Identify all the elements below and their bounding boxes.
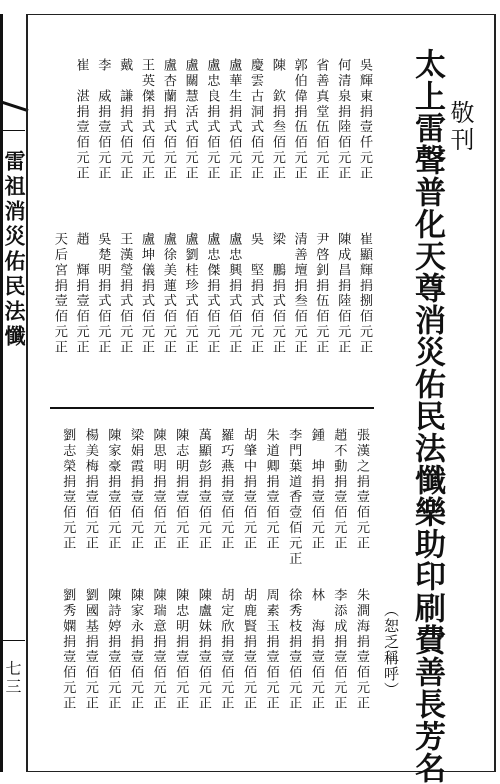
spine-rule-bottom [3, 640, 25, 641]
donor-entry: 吳 堅捐式佰元正 [248, 232, 263, 356]
donor-entry: 李 威捐壹佰元正 [95, 58, 111, 182]
title-note: （恕乏稱呼） [382, 602, 400, 698]
donor-entry: 陳詩婷捐壹佰元正 [105, 588, 121, 712]
spine-book-title: 雷祖消災佑民法懺 [2, 150, 27, 350]
donor-entry: 陳盧妹捐壹佰元正 [195, 588, 211, 712]
donor-entry: 盧坤儀捐式佰元正 [139, 232, 154, 356]
spine-edge-line [0, 14, 3, 772]
donor-entry: 趙 輝捐壹佰元正 [73, 232, 89, 356]
donor-entry: 劉國基捐壹佰元正 [82, 588, 98, 712]
donor-entry: 陳 欽捐叁佰元正 [269, 58, 285, 182]
donor-entry: 陳思明捐壹佰元正 [150, 428, 166, 552]
donor-entry: 崔 湛捐壹佰元正 [73, 58, 89, 182]
donor-entry: 盧杏蘭捐式佰元正 [160, 58, 176, 182]
donor-entry: 何清泉捐陸佰元正 [335, 58, 351, 182]
donor-entry: 盧忠興捐式佰元正 [226, 232, 242, 356]
donor-entry: 劉志榮捐壹佰元正 [60, 428, 76, 552]
donor-entry: 尹啓釗捐伍佰元正 [313, 232, 329, 356]
spine-rule-top [3, 130, 25, 131]
donor-entry: 林 海捐壹佰元正 [308, 588, 324, 712]
page-spine-margin [0, 14, 26, 772]
donor-entry: 陳家永捐壹佰元正 [128, 588, 143, 712]
page-title: 太上雷聲普化天尊消災佑民法懺樂助印刷費善長芳名 [409, 48, 445, 784]
donor-entry: 楊美梅捐壹佰元正 [82, 428, 98, 552]
donor-entry: 陳成昌捐陸佰元正 [335, 232, 351, 356]
donor-entry: 陳瑞意捐壹佰元正 [150, 588, 166, 712]
donor-entry: 胡肇中捐壹佰元正 [241, 428, 256, 552]
donor-entry: 陳志明捐壹佰元正 [173, 428, 189, 552]
donor-entry: 張漢之捐壹佰元正 [354, 428, 369, 552]
donor-entry: 梁娟霞捐壹佰元正 [128, 428, 143, 552]
donor-entry: 天后宮捐壹佰元正 [51, 232, 67, 356]
donor-entry: 李門葉道香壹佰元正 [286, 428, 302, 567]
donor-entry: 盧華生捐式佰元正 [226, 58, 242, 182]
donor-entry: 羅巧燕捐壹佰元正 [218, 428, 234, 552]
donor-entry: 崔顯輝捐捌佰元正 [357, 232, 372, 356]
donor-entry: 盧徐美蓮式佰元正 [160, 232, 176, 356]
donor-entry: 盧劉桂珍式佰元正 [182, 232, 198, 356]
page-number: 七三 [3, 660, 22, 696]
donor-entry: 省善真堂伍佰元正 [313, 58, 329, 182]
donor-entry: 盧忠傑捐式佰元正 [204, 232, 220, 356]
donor-entry: 李添成捐壹佰元正 [331, 588, 347, 712]
donor-entry: 盧忠良捐式佰元正 [204, 58, 220, 182]
donor-entry: 鍾 坤捐壹佰元正 [308, 428, 324, 552]
section-divider [50, 407, 374, 409]
donor-entry: 吳楚明捐式佰元正 [95, 232, 111, 356]
donor-entry: 劉秀嫻捐壹佰元正 [60, 588, 76, 712]
donor-entry: 陳家豪捐壹佰元正 [105, 428, 121, 552]
donor-entry: 王英傑捐式佰元正 [139, 58, 154, 182]
kanli-heading: 敬刊 [446, 100, 474, 154]
donor-entry: 慶雲古洞式佰元正 [248, 58, 263, 182]
donor-entry: 胡鹿賢捐壹佰元正 [241, 588, 256, 712]
donor-entry: 胡定欣捐壹佰元正 [218, 588, 234, 712]
donor-entry: 戴 謙捐式佰元正 [117, 58, 133, 182]
donor-entry: 萬顯彭捐壹佰元正 [195, 428, 211, 552]
donor-entry: 盧關慧活式佰元正 [182, 58, 198, 182]
donor-entry: 清善壇捐叁佰元正 [291, 232, 307, 356]
donor-entry: 吳輝東捐壹仟元正 [357, 58, 372, 182]
donor-entry: 梁 鵬捐式佰元正 [269, 232, 285, 356]
donor-entry: 趙不動捐壹佰元正 [331, 428, 347, 552]
donor-entry: 朱澗海捐壹佰元正 [354, 588, 369, 712]
donor-entry: 陳忠明捐壹佰元正 [173, 588, 189, 712]
donor-entry: 郭伯偉捐伍佰元正 [291, 58, 307, 182]
donor-entry: 徐秀枝捐壹佰元正 [286, 588, 302, 712]
donor-entry: 周素玉捐壹佰元正 [263, 588, 279, 712]
donor-entry: 王漢瑩捐式佰元正 [117, 232, 133, 356]
donor-entry: 朱道卿捐壹佰元正 [263, 428, 279, 552]
